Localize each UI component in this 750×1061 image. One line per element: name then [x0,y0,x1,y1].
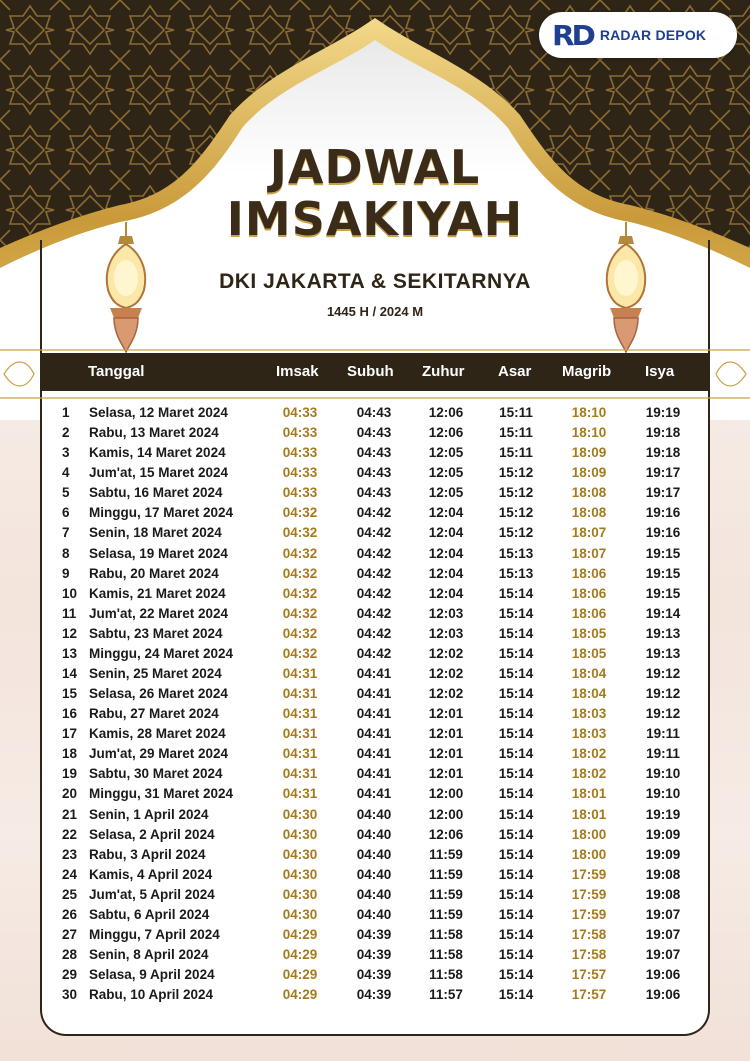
table-row [40,664,710,684]
row-number: 17 [62,726,78,742]
row-zuhur: 12:03 [428,625,464,641]
row-imsak: 04:33 [282,425,318,441]
row-magrib: 17:59 [571,906,607,922]
row-magrib: 17:59 [571,886,607,902]
row-asar: 15:12 [498,505,534,521]
row-isya: 19:19 [645,405,681,420]
row-imsak: 04:32 [282,565,318,581]
row-subuh: 04:40 [356,866,392,882]
row-zuhur: 12:06 [428,425,464,441]
row-number: 16 [62,706,78,722]
row-imsak: 04:33 [282,405,318,420]
row-date: Kamis, 21 Maret 2024 [89,585,226,601]
table-row [40,945,710,965]
row-date: Jum'at, 22 Maret 2024 [89,605,229,621]
year-label: 1445 H / 2024 M [326,304,424,319]
row-number: 13 [62,645,78,661]
row-asar: 15:14 [498,866,534,882]
row-magrib: 18:07 [571,525,607,541]
table-row [40,985,710,1005]
row-magrib: 17:58 [571,927,607,943]
row-date: Minggu, 31 Maret 2024 [89,786,234,802]
row-subuh: 04:43 [356,445,392,461]
row-asar: 15:13 [498,565,534,581]
row-number: 24 [62,866,78,882]
logo-text: RADAR DEPOK [599,27,707,43]
header-isya: Isya [645,363,675,380]
row-subuh: 04:39 [356,947,392,963]
row-subuh: 04:41 [356,766,392,782]
row-magrib: 18:02 [571,766,607,782]
row-imsak: 04:30 [282,806,318,822]
row-asar: 15:14 [498,987,534,1003]
row-date: Rabu, 20 Maret 2024 [89,565,219,581]
table-row [40,925,710,945]
row-imsak: 04:29 [282,987,318,1003]
row-imsak: 04:29 [282,927,318,943]
row-number: 8 [62,545,70,561]
table-row [40,744,710,764]
row-magrib: 18:06 [571,565,607,581]
row-zuhur: 12:01 [428,706,464,722]
row-zuhur: 12:02 [428,645,464,661]
row-number: 29 [62,967,78,983]
row-number: 30 [62,987,78,1003]
row-zuhur: 12:02 [428,666,464,682]
row-number: 4 [62,465,70,481]
row-imsak: 04:32 [282,525,318,541]
table-row [40,584,710,604]
header-imsak: Imsak [276,363,319,380]
row-subuh: 04:39 [356,927,392,943]
row-asar: 15:12 [498,525,534,541]
row-subuh: 04:43 [356,465,392,481]
title-line-2: IMSAKIYAH [226,192,524,246]
row-zuhur: 12:04 [428,545,464,561]
row-number: 18 [62,746,78,762]
row-asar: 15:12 [498,465,534,481]
row-number: 11 [62,605,77,621]
row-imsak: 04:30 [282,846,318,862]
row-asar: 15:14 [498,786,534,802]
row-zuhur: 12:03 [428,605,464,621]
table-row [40,905,710,925]
row-magrib: 18:08 [571,485,607,501]
row-number: 19 [62,766,78,782]
row-asar: 15:13 [498,545,534,561]
table-row [40,865,710,885]
row-zuhur: 12:01 [428,766,464,782]
row-isya: 19:15 [645,585,681,601]
table-row [40,845,710,865]
row-subuh: 04:41 [356,786,392,802]
row-subuh: 04:40 [356,846,392,862]
row-isya: 19:16 [645,525,681,541]
row-asar: 15:14 [498,766,534,782]
row-imsak: 04:33 [282,465,318,481]
row-imsak: 04:31 [282,766,318,782]
row-imsak: 04:32 [282,545,318,561]
row-isya: 19:15 [645,565,681,581]
row-zuhur: 11:58 [429,967,463,983]
row-zuhur: 12:04 [428,505,464,521]
row-isya: 19:17 [645,485,681,501]
row-zuhur: 11:57 [429,987,463,1003]
row-magrib: 18:00 [571,826,607,842]
row-imsak: 04:31 [282,686,318,702]
row-isya: 19:10 [645,786,681,802]
row-imsak: 04:32 [282,605,318,621]
row-asar: 15:14 [498,746,534,762]
row-date: Senin, 8 April 2024 [89,947,209,963]
row-imsak: 04:33 [282,445,318,461]
row-isya: 19:12 [645,686,681,702]
row-zuhur: 12:02 [428,686,464,702]
row-number: 21 [62,806,78,822]
row-asar: 15:14 [498,886,534,902]
row-imsak: 04:32 [282,645,318,661]
row-asar: 15:11 [499,405,533,420]
row-asar: 15:14 [498,625,534,641]
header-date: Tanggal [88,363,145,380]
row-asar: 15:14 [498,826,534,842]
row-zuhur: 11:59 [429,886,463,902]
row-imsak: 04:32 [282,585,318,601]
row-zuhur: 11:59 [429,866,463,882]
row-isya: 19:07 [645,927,681,943]
row-zuhur: 12:04 [428,525,464,541]
row-date: Jum'at, 29 Maret 2024 [89,746,229,762]
table-header [40,353,710,391]
row-subuh: 04:42 [356,625,392,641]
table-row [40,564,710,584]
row-zuhur: 12:05 [428,485,464,501]
row-subuh: 04:40 [356,806,392,822]
row-subuh: 04:43 [356,405,392,420]
row-date: Rabu, 27 Maret 2024 [89,706,219,722]
table-row [40,784,710,804]
row-date: Sabtu, 23 Maret 2024 [89,625,223,641]
row-subuh: 04:42 [356,585,392,601]
row-zuhur: 12:00 [428,806,464,822]
row-asar: 15:11 [499,425,533,441]
header-zuhur: Zuhur [422,363,465,380]
row-magrib: 18:09 [571,445,607,461]
row-asar: 15:14 [498,666,534,682]
row-isya: 19:13 [645,625,681,641]
row-isya: 19:09 [645,846,681,862]
row-magrib: 18:08 [571,505,607,521]
row-subuh: 04:39 [356,967,392,983]
row-number: 28 [62,947,78,963]
table-row [40,604,710,624]
table-row [40,805,710,825]
row-isya: 19:18 [645,425,681,441]
row-asar: 15:14 [498,927,534,943]
row-imsak: 04:30 [282,906,318,922]
row-number: 12 [62,625,78,641]
table-row [40,764,710,784]
header-asar: Asar [498,363,532,380]
row-isya: 19:19 [645,806,681,822]
row-magrib: 18:09 [571,465,607,481]
row-date: Jum'at, 15 Maret 2024 [89,465,229,481]
row-number: 26 [62,906,78,922]
row-zuhur: 12:05 [428,445,464,461]
row-isya: 19:06 [645,967,681,983]
row-imsak: 04:32 [282,505,318,521]
row-number: 20 [62,786,78,802]
row-magrib: 18:06 [571,605,607,621]
row-subuh: 04:41 [356,726,392,742]
row-asar: 15:14 [498,967,534,983]
header-subuh: Subuh [347,363,394,380]
row-asar: 15:14 [498,726,534,742]
row-date: Sabtu, 16 Maret 2024 [89,485,223,501]
row-zuhur: 12:00 [428,786,464,802]
row-subuh: 04:41 [356,746,392,762]
table-row [40,403,710,423]
row-magrib: 18:10 [571,425,607,441]
row-date: Senin, 18 Maret 2024 [89,525,222,541]
row-subuh: 04:43 [356,485,392,501]
row-number: 23 [62,846,78,862]
row-isya: 19:11 [646,746,680,762]
row-number: 27 [62,927,78,943]
region-subtitle: DKI JAKARTA & SEKITARNYA [219,270,531,293]
table-row [40,443,710,463]
row-subuh: 04:42 [356,605,392,621]
row-date: Rabu, 10 April 2024 [89,987,214,1003]
row-magrib: 18:04 [571,666,607,682]
table-row [40,885,710,905]
row-isya: 19:18 [645,445,681,461]
radar-depok-logo [539,12,737,58]
row-magrib: 18:01 [571,806,607,822]
row-number: 14 [62,666,78,682]
table-row [40,624,710,644]
row-imsak: 04:30 [282,886,318,902]
table-row [40,463,710,483]
row-isya: 19:17 [645,465,681,481]
row-magrib: 18:02 [571,746,607,762]
row-date: Sabtu, 6 April 2024 [89,906,210,922]
row-isya: 19:15 [645,545,681,561]
row-number: 2 [62,425,70,441]
table-row [40,965,710,985]
row-isya: 19:08 [645,866,681,882]
row-magrib: 17:57 [571,987,607,1003]
row-magrib: 18:00 [571,846,607,862]
row-date: Selasa, 9 April 2024 [89,967,215,983]
row-subuh: 04:42 [356,565,392,581]
row-isya: 19:07 [645,906,681,922]
row-date: Selasa, 12 Maret 2024 [89,405,228,420]
row-asar: 15:14 [498,846,534,862]
row-asar: 15:14 [498,645,534,661]
table-row [40,523,710,543]
row-magrib: 18:05 [571,645,607,661]
row-isya: 19:09 [645,826,681,842]
row-number: 10 [62,585,78,601]
row-imsak: 04:32 [282,625,318,641]
row-magrib: 18:04 [571,686,607,702]
row-date: Sabtu, 30 Maret 2024 [89,766,223,782]
row-isya: 19:10 [645,766,681,782]
row-date: Selasa, 19 Maret 2024 [89,545,228,561]
row-isya: 19:12 [645,706,681,722]
row-asar: 15:14 [498,686,534,702]
row-subuh: 04:43 [356,425,392,441]
row-number: 3 [62,445,70,461]
row-date: Kamis, 4 April 2024 [89,866,213,882]
row-subuh: 04:40 [356,826,392,842]
row-asar: 15:14 [498,605,534,621]
row-imsak: 04:30 [282,866,318,882]
row-imsak: 04:31 [282,666,318,682]
row-date: Selasa, 2 April 2024 [89,826,215,842]
row-subuh: 04:42 [356,645,392,661]
row-number: 9 [62,565,70,581]
row-imsak: 04:31 [282,746,318,762]
row-date: Minggu, 7 April 2024 [89,927,220,943]
title-line-1: JADWAL [269,140,481,194]
row-date: Jum'at, 5 April 2024 [89,886,215,902]
row-isya: 19:13 [645,645,681,661]
row-zuhur: 12:04 [428,565,464,581]
row-asar: 15:14 [498,585,534,601]
table-row [40,724,710,744]
row-number: 22 [62,826,78,842]
table-row [40,684,710,704]
table-row [40,644,710,664]
row-isya: 19:11 [646,726,680,742]
row-isya: 19:08 [645,886,681,902]
row-date: Rabu, 3 April 2024 [89,846,206,862]
row-date: Kamis, 28 Maret 2024 [89,726,226,742]
row-subuh: 04:42 [356,545,392,561]
row-isya: 19:12 [645,666,681,682]
row-date: Selasa, 26 Maret 2024 [89,686,228,702]
row-zuhur: 11:58 [429,947,463,963]
row-zuhur: 12:01 [428,726,464,742]
row-subuh: 04:39 [356,987,392,1003]
row-zuhur: 12:05 [428,465,464,481]
lantern-icon [596,222,656,354]
row-isya: 19:14 [645,605,681,621]
row-number: 15 [62,686,78,702]
row-imsak: 04:31 [282,706,318,722]
row-isya: 19:16 [645,505,681,521]
row-date: Kamis, 14 Maret 2024 [89,445,226,461]
row-date: Senin, 25 Maret 2024 [89,666,222,682]
row-asar: 15:14 [498,906,534,922]
row-imsak: 04:29 [282,967,318,983]
row-date: Minggu, 17 Maret 2024 [89,505,234,521]
row-subuh: 04:40 [356,886,392,902]
schedule-table-body [40,403,710,1005]
row-magrib: 18:01 [571,786,607,802]
row-subuh: 04:41 [356,666,392,682]
row-imsak: 04:29 [282,947,318,963]
row-number: 7 [62,525,70,541]
row-magrib: 17:57 [571,967,607,983]
row-magrib: 18:06 [571,585,607,601]
row-zuhur: 12:06 [428,826,464,842]
row-subuh: 04:42 [356,525,392,541]
row-date: Rabu, 13 Maret 2024 [89,425,219,441]
row-zuhur: 12:01 [428,746,464,762]
row-magrib: 18:07 [571,545,607,561]
row-isya: 19:07 [645,947,681,963]
row-number: 1 [62,405,70,420]
table-row [40,704,710,724]
row-zuhur: 11:59 [429,846,463,862]
row-asar: 15:11 [499,445,533,461]
row-magrib: 17:59 [571,866,607,882]
row-asar: 15:12 [498,485,534,501]
row-number: 5 [62,485,70,501]
row-isya: 19:06 [645,987,681,1003]
row-magrib: 18:05 [571,625,607,641]
table-row [40,544,710,564]
logo-mark: RD [552,18,593,52]
row-number: 6 [62,505,70,521]
lantern-icon [96,222,156,354]
table-row [40,825,710,845]
row-imsak: 04:30 [282,826,318,842]
row-asar: 15:14 [498,706,534,722]
table-row [40,423,710,443]
row-subuh: 04:42 [356,505,392,521]
row-zuhur: 12:04 [428,585,464,601]
table-row [40,483,710,503]
row-magrib: 17:58 [571,947,607,963]
row-subuh: 04:40 [356,906,392,922]
header-magrib: Magrib [562,363,612,380]
row-asar: 15:14 [498,806,534,822]
row-number: 25 [62,886,78,902]
row-imsak: 04:31 [282,786,318,802]
table-row [40,503,710,523]
row-date: Minggu, 24 Maret 2024 [89,645,234,661]
row-magrib: 18:03 [571,726,607,742]
row-subuh: 04:41 [356,686,392,702]
row-magrib: 18:10 [571,405,607,420]
row-zuhur: 11:59 [429,906,463,922]
row-magrib: 18:03 [571,706,607,722]
row-date: Senin, 1 April 2024 [89,806,209,822]
row-imsak: 04:31 [282,726,318,742]
row-zuhur: 12:06 [428,405,464,420]
row-asar: 15:14 [498,947,534,963]
row-subuh: 04:41 [356,706,392,722]
row-imsak: 04:33 [282,485,318,501]
row-zuhur: 11:58 [429,927,463,943]
